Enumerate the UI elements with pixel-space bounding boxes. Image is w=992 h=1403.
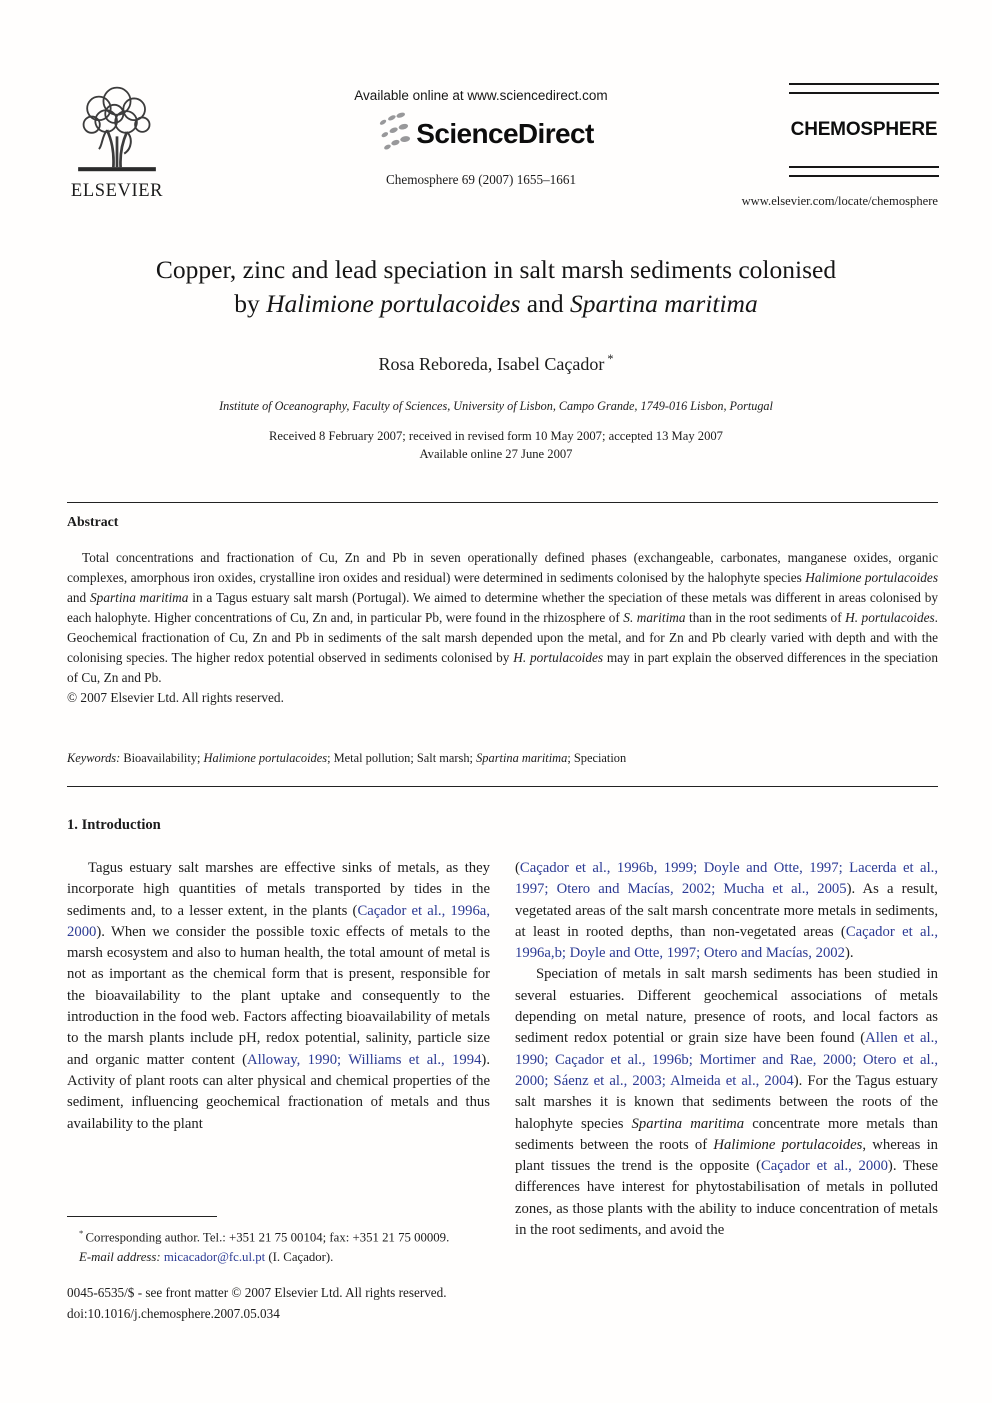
text-segment: Halimione portulacoides xyxy=(805,570,938,585)
received-line: Received 8 February 2007; received in revised form 10 May 2007; accepted 13 May 2007 xyxy=(269,429,723,443)
section-heading-introduction: 1. Introduction xyxy=(67,817,161,833)
text-segment: H. portulacoides xyxy=(845,610,935,625)
text-segment: Spartina maritima xyxy=(631,1115,745,1132)
sciencedirect-dots-icon xyxy=(368,109,414,160)
abstract-heading: Abstract xyxy=(67,514,119,529)
intro-paragraph-left xyxy=(67,858,490,1135)
footnote-email-line xyxy=(67,1248,495,1268)
journal-citation-line: Chemosphere 69 (2007) 1655–1661 xyxy=(385,172,577,187)
sciencedirect-wordmark: ScienceDirect xyxy=(416,118,594,149)
text-segment: than in the root sediments of xyxy=(685,610,846,625)
header-center xyxy=(246,88,716,188)
link-text[interactable]: Caçador et al., 1996a, 2000 xyxy=(67,902,490,940)
text-segment: Halimione portulacoides xyxy=(713,1136,863,1153)
text-segment: * xyxy=(604,352,614,366)
text-segment: H. portulacoides xyxy=(513,650,604,665)
keywords-line xyxy=(67,751,938,766)
text-segment: (I. Caçador). xyxy=(265,1249,334,1264)
text-segment: ). As a result, vegetated areas of the salt marsh concentrate more metals in sediments, at least in rooted depths, than non-vegetated areas ( xyxy=(515,881,938,940)
left-column xyxy=(67,858,490,1135)
text-segment: Halimione portulacoides xyxy=(266,288,521,318)
article-title-line2 xyxy=(62,287,930,321)
abstract-copyright-line: © 2007 Elsevier Ltd. All rights reserved. xyxy=(67,690,284,705)
abstract-section xyxy=(67,548,938,708)
abstract-text xyxy=(67,548,938,688)
authors-line xyxy=(62,352,930,375)
text-segment: , whereas in plant tissues the trend is the opposite ( xyxy=(515,1136,939,1175)
footer-doi-line: doi:10.1016/j.chemosphere.2007.05.034 xyxy=(67,1305,280,1321)
text-segment: Keywords: xyxy=(67,751,121,765)
sciencedirect-logo xyxy=(246,107,716,161)
text-segment: Spartina maritima xyxy=(476,751,568,765)
text-segment: ; Metal pollution; Salt marsh; xyxy=(327,751,477,765)
right-column xyxy=(515,858,938,1241)
elsevier-tree-icon xyxy=(64,84,170,178)
affiliation-line: Institute of Oceanography, Faculty of Sciences, University of Lisbon, Campo Grande, 1749-016 Lisbon, Portugal xyxy=(219,399,773,413)
text-segment: ; Speciation xyxy=(567,751,627,765)
link-text[interactable]: Allen et al., 1990; Caçador et al., 1996b; Mortimer and Rae, 2000; Otero et al., 2000; Sáenz et al., 2003; Almeida et al., 2004 xyxy=(515,1030,938,1089)
text-segment: Tagus estuary salt marshes are effective sinks of metals, as they incorporate high quantities of metals transported by tides in the sediments and, to a lesser extent, in the plants ( xyxy=(67,860,490,919)
corresponding-author-footnote xyxy=(67,1216,495,1267)
text-segment: Corresponding author. Tel.: +351 21 75 00104; fax: +351 21 75 00009. xyxy=(85,1230,450,1245)
text-segment: ( xyxy=(515,860,520,876)
link-text[interactable]: Caçador et al., 2000 xyxy=(760,1158,888,1175)
text-segment: Speciation of metals in salt marsh sediments has been studied in several estuaries. Different geochemical associations of metals depending on metal nature, presence of roots, and local factors as sediment redox potential or grain size have been found ( xyxy=(515,966,938,1047)
text-segment: Rosa Reboreda, Isabel Caçador xyxy=(378,354,605,374)
footnote-contact-line xyxy=(67,1224,495,1248)
text-segment: ). These differences have interest for phytostabilisation of metals in polluted zones, as those plants with the ability to induce concentration of metals in the root sediments, and avoid the xyxy=(515,1158,938,1239)
text-segment: Spartina maritima xyxy=(90,590,189,605)
text-segment: and xyxy=(67,590,91,605)
article-title-line1 xyxy=(62,253,930,287)
text-segment: Spartina maritima xyxy=(569,288,758,318)
divider-above-abstract xyxy=(67,502,938,503)
text-segment: ). When we consider the possible toxic effects of metals to the marsh ecosystem and also to human health, the total amount of metal is not as important as the chemical form that is present, responsible for the bioavailability to the plant uptake and consequently to the introduction in the food web. Factors affecting bioavailability of metals to the marsh plants include pH, redox potential, salinity, particle size and organic matter content ( xyxy=(67,923,490,1068)
article-title xyxy=(62,253,930,320)
link-text[interactable]: Caçador et al., 1996b, 1999; Doyle and Otte, 1997; Lacerda et al., 1997; Otero and Macías, 2002; Mucha et al., 2005 xyxy=(515,860,938,898)
footer xyxy=(67,1283,567,1324)
text-segment: ). Activity of plant roots can alter physical and chemical properties of the sediment, influencing geochemical fractionation of metals and thus availability to the plant xyxy=(67,1051,490,1132)
masthead-top-rule xyxy=(789,83,939,94)
text-segment: Halimione portulacoides xyxy=(203,751,328,765)
text-segment: and xyxy=(520,288,570,318)
text-segment: . Geochemical fractionation of Cu, Zn and Pb in sediments of the salt marsh depended upon the metal, and for Zn and Pb clearly varied with depth and with the colonising species. The higher redox potential observed in sediments colonised by xyxy=(67,610,938,665)
journal-masthead xyxy=(789,83,939,177)
available-online-line: Available online at www.sciencedirect.com xyxy=(354,88,608,103)
elsevier-wordmark: ELSEVIER xyxy=(70,181,164,201)
text-segment: Bioavailability; xyxy=(120,751,204,765)
link-text[interactable]: micacador@fc.ul.pt xyxy=(163,1249,266,1264)
journal-homepage-url[interactable]: www.elsevier.com/locate/chemosphere xyxy=(741,194,938,208)
text-segment: in a Tagus estuary salt marsh (Portugal). We aimed to determine whether the speciation of these metals was different in areas colonised by each halophyte. Higher concentrations of Cu, Zn and, in particular Pb, were found in the rhizosphere of xyxy=(67,590,938,625)
text-segment: Total concentrations and fractionation of Cu, Zn and Pb in seven operationally defined phases (exchangeable, carbonates, manganese oxides, organic complexes, amorphous iron oxides, crystalline iron oxides and residual) were determined in sediments colonised by the halophyte species xyxy=(67,550,938,585)
link-text[interactable]: Alloway, 1990; Williams et al., 1994 xyxy=(247,1051,482,1068)
text-segment: E-mail address: xyxy=(79,1249,161,1264)
text-segment: S. maritima xyxy=(623,610,686,625)
link-text[interactable]: Caçador et al., 1996a,b; Doyle and Otte, 1997; Otero and Macías, 2002 xyxy=(515,923,939,962)
divider-below-keywords xyxy=(67,786,938,787)
text-segment: Copper, zinc and lead speciation in salt marsh sediments colonised xyxy=(155,255,837,284)
elsevier-logo xyxy=(64,84,170,202)
text-segment: * xyxy=(79,1228,86,1238)
masthead-bottom-rule xyxy=(789,166,939,177)
footer-issn-line: 0045-6535/$ - see front matter © 2007 Elsevier Ltd. All rights reserved. xyxy=(67,1285,447,1300)
text-segment: ). For the Tagus estuary salt marshes it is known that sediments between the roots of the halophyte species xyxy=(515,1072,938,1132)
article-history xyxy=(62,427,930,463)
intro-paragraph-right-2 xyxy=(515,964,938,1241)
footnote-divider xyxy=(67,1216,217,1217)
journal-name: CHEMOSPHERE xyxy=(790,119,938,140)
text-segment: concentrate more metals than sediments between the roots of xyxy=(515,1115,938,1153)
text-segment: may in part explain the observed differences in the speciation of Cu, Zn and Pb. xyxy=(67,650,938,685)
available-online-date: Available online 27 June 2007 xyxy=(419,447,573,461)
text-segment: by xyxy=(234,288,267,318)
intro-paragraph-right-continuation xyxy=(515,858,938,964)
text-segment: ). xyxy=(845,945,854,962)
